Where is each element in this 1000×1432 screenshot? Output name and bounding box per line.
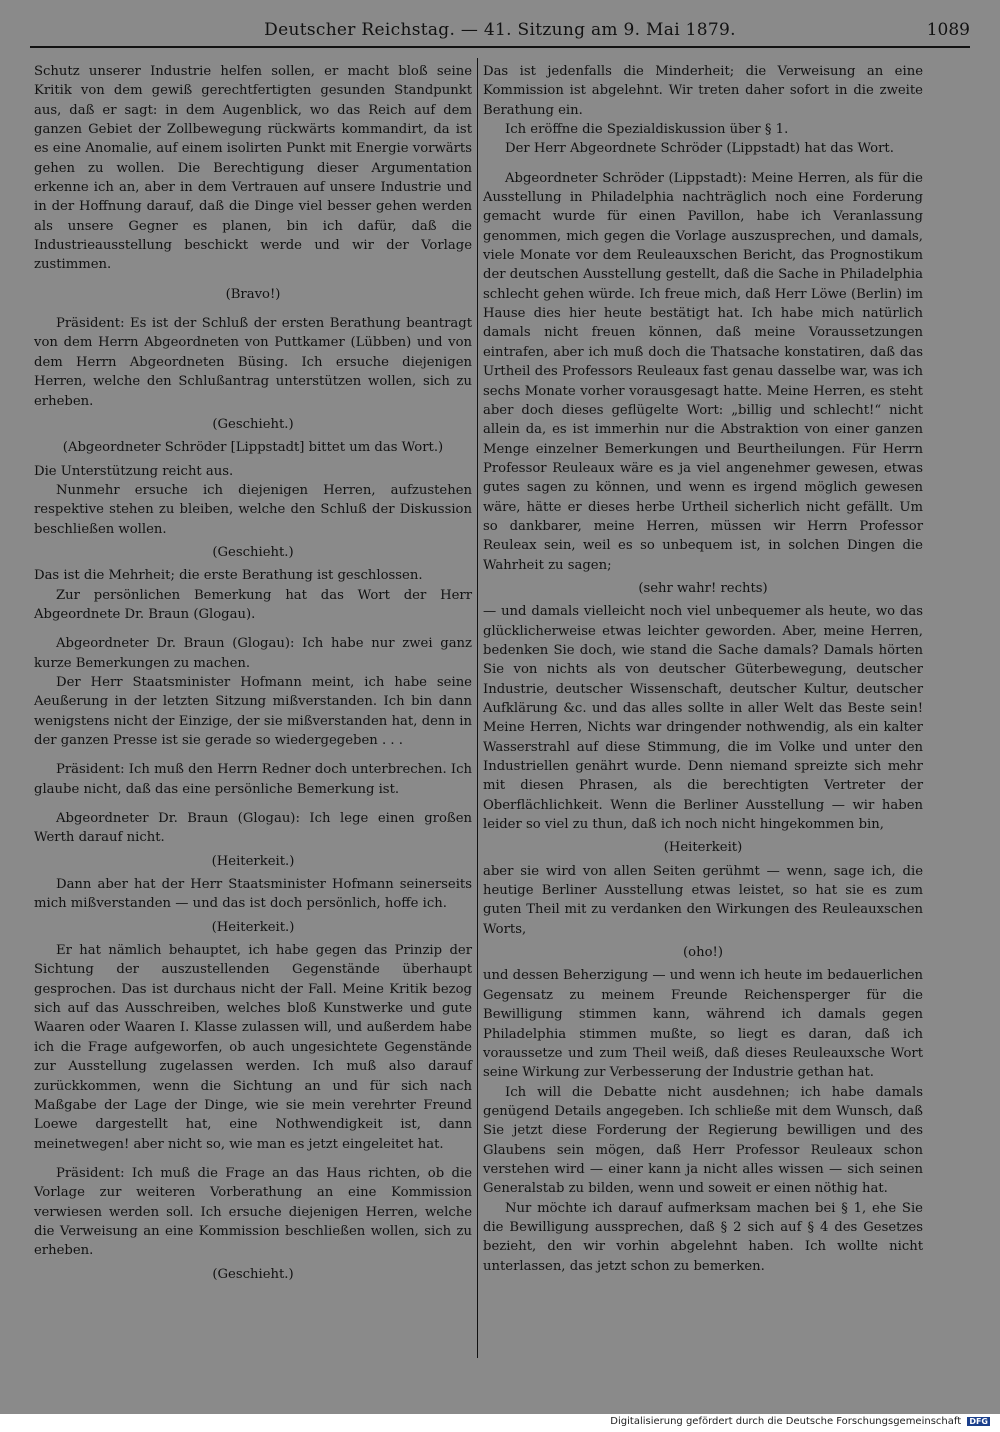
- paragraph: Nur möchte ich darauf aufmerksam machen bei § 1, ehe Sie die Bewilligung aussprechen, daß § 2 sich auf § 4 des Gesetzes bezieht, den wir vorhin abgelehnt haben. Ich wollte nicht unterlassen, das jetzt schon zu bemerken.: [483, 1200, 923, 1274]
- paragraph: Die Unterstützung reicht aus.: [34, 463, 234, 479]
- interjection: (Heiterkeit.): [211, 919, 295, 935]
- interjection: (Heiterkeit): [663, 840, 743, 856]
- paragraph: Der Herr Staatsminister Hofmann meint, ich habe seine Aeußerung in der letzten Sitzung mißverstanden. Ich bin dann wenigstens nicht der Einzige, der sie mißverstanden hat, denn in der ganzen Presse ist sie gerade so wiedergegeben . . .: [34, 674, 472, 748]
- paragraph: Das ist jedenfalls die Minderheit; die Verweisung an eine Kommission ist abgelehnt. Wir treten daher sofort in die zweite Berathung ein.: [483, 64, 923, 118]
- speaker-paragraph: Präsident: Ich muß die Frage an das Haus richten, ob die Vorlage zur weiteren Vorberathung an eine Kommission verwiesen werden soll. Ich ersuche diejenigen Herren, welche die Verweisung an eine Kommission beschließen wollen, sich zu erheben.: [34, 1165, 472, 1259]
- paragraph: Der Herr Abgeordnete Schröder (Lippstadt) hat das Wort.: [505, 141, 894, 157]
- interjection: (Heiterkeit.): [211, 853, 295, 869]
- paragraph: Ich eröffne die Spezialdiskussion über § 1.: [505, 122, 789, 138]
- paragraph: Ich will die Debatte nicht ausdehnen; ich habe damals genügend Details angegeben. Ich schließe mit dem Wunsch, daß Sie jetzt diese Forderung der Regierung bewilligen und des Glaubens sein mögen, daß Herr Professor Reuleaux schon verstehen wird — einer kann ja nicht alles wissen — sich seinen Generalstab zu bilden, wenn und soweit er einen nöthig hat.: [483, 1084, 923, 1197]
- speaker-paragraph: Präsident: Ich muß den Herrn Redner doch unterbrechen. Ich glaube nicht, daß das eine persönliche Bemerkung ist.: [34, 762, 472, 797]
- interjection: (Bravo!): [225, 286, 281, 302]
- header-rule: [30, 46, 970, 48]
- interjection: (oho!): [683, 945, 723, 961]
- speaker-paragraph: Präsident: Es ist der Schluß der ersten Berathung beantragt von dem Herrn Abgeordneten von Puttkamer (Lübben) und von dem Herrn Abgeordneten Büsing. Ich ersuche diejenigen Herren, welche den Schlußantrag unterstützen wollen, sich zu erheben.: [34, 316, 472, 409]
- credit-text: Digitalisierung gefördert durch die Deutsche Forschungsgemeinschaft: [610, 1416, 962, 1427]
- dfg-logo: DFG: [969, 1417, 988, 1426]
- paragraph: Das ist die Mehrheit; die erste Berathung ist geschlossen.: [34, 568, 423, 584]
- page-header: [30, 18, 970, 48]
- interjection: (Geschieht.): [212, 1266, 294, 1282]
- column-divider: [477, 58, 478, 1358]
- paragraph: Zur persönlichen Bemerkung hat das Wort der Herr Abgeordnete Dr. Braun (Glogau).: [34, 587, 472, 622]
- page-title: Deutscher Reichstag. — 41. Sitzung am 9. Mai 1879.: [264, 20, 736, 40]
- paragraph: — und damals vielleicht noch viel unbequemer als heute, wo das glücklicherweise etwas leichter geworden. Aber, meine Herren, bedenken Sie doch, wie stand die Sache damals? Damals hörten Sie von nichts als von deutscher Güterbewegung, deutscher Industrie, deutscher Wissenschaft, deutscher Kultur, deutscher Aufklärung &c. und das alles sollte in aller Welt das Beste sein! Meine Herren, Nichts war dringender nothwendig, als ein kalter Wasserstrahl auf diese Stimmung, die im Volke und unter den Industriellen genährt wurde. Denn niemand spreizte sich mehr mit diesen Phrasen, als die berechtigten Vertreter der Oberflächlichkeit. Wenn die Berliner Ausstellung — wir haben leider so viel zu thun, daß ich noch nicht hingekommen bin,: [483, 604, 923, 833]
- speaker-paragraph: Abgeordneter Dr. Braun (Glogau): Ich lege einen großen Werth darauf nicht.: [34, 811, 472, 846]
- paragraph: Er hat nämlich behauptet, ich habe gegen das Prinzip der Sichtung der auszustellenden Gegenstände überhaupt gesprochen. Das ist durchaus nicht der Fall. Meine Kritik bezog sich auf das Ausschreiben, welches bloß Kunstwerke und gute Waaren oder Waaren I. Klasse zulassen will, und außerdem habe ich die Frage aufgeworfen, ob auch ungesichtete Gegenstände zur Ausstellung zugelassen werden. Ich muß also darauf zurückkommen, wenn die Sichtung an und für sich nach Maßgabe der Lage der Dinge, wie sie mein verehrter Freund Loewe dargestellt hat, eine Nothwendigkeit ist, dann meinetwegen! aber nicht so, wie man es jetzt eingeleitet hat.: [34, 943, 472, 1152]
- digitization-credit: [610, 1416, 990, 1427]
- paragraph: Dann aber hat der Herr Staatsminister Hofmann seinerseits mich mißverstanden — und das ist doch persönlich, hoffe ich.: [34, 877, 472, 912]
- speaker-paragraph: Abgeordneter Dr. Braun (Glogau): Ich habe nur zwei ganz kurze Bemerkungen zu machen.: [34, 636, 472, 671]
- interjection: (sehr wahr! rechts): [638, 580, 768, 596]
- interjection: (Geschieht.): [212, 544, 294, 560]
- left-column: [34, 62, 472, 1284]
- interjection: (Geschieht.): [212, 416, 294, 432]
- paragraph: Schutz unserer Industrie helfen sollen, er macht bloß seine Kritik von dem gewiß gerechtfertigten gesunden Standpunkt aus, daß er sagt: in dem Augenblick, wo das Reich auf dem ganzen Gebiet der Zollbewegung rückwärts kommandirt, da ist es eine Anomalie, auf einem isolirten Punkt mit Energie vorwärts gehen zu wollen. Die Berechtigung dieser Argumentation erkenne ich an, aber in dem Vertrauen auf unsere Industrie und in der Hoffnung darauf, daß die Dinge viel besser gehen werden als unsere Gegner es planen, bin ich dafür, daß die Industrieausstellung beschickt werde und wir der Vorlage zustimmen.: [34, 64, 472, 273]
- paragraph: aber sie wird von allen Seiten gerühmt — wenn, sage ich, die heutige Berliner Ausstellung etwas leistet, so hat sie es zum guten Theil mit zu verdanken den Wirkungen des Reuleauxschen Worts,: [483, 863, 923, 937]
- speaker-paragraph: Abgeordneter Schröder (Lippstadt): Meine Herren, als für die Ausstellung in Philadelphia nachträglich noch eine Forderung gemacht wurde für einen Pavillon, habe ich Veranlassung genommen, mich gegen die Vorlage auszusprechen, und damals, viele Monate vor dem Reuleauxschen Bericht, das Prognostikum der deutschen Ausstellung gestellt, daß die Sache in Philadelphia schlecht gehen würde. Ich freue mich, daß Herr Löwe (Berlin) im Hause dies hier heute bestätigt hat. Ich habe mich natürlich damals nicht freuen können, daß meine Voraussetzungen eintrafen, aber ich muß doch die Thatsache konstatiren, daß das Urtheil des Professors Reuleaux fast genau dasselbe war, was ich sechs Monate vorher vorausgesagt hatte. Meine Herren, es steht aber doch dieses geflügelte Wort: „billig und schlecht!“ nicht allein da, es ist immerhin nur die Abstraktion von einer ganzen Menge einzelner Bemerkungen und Beurtheilungen. Für Herrn Professor Reuleaux wäre es ja viel angenehmer gewesen, etwas gutes sagen zu können, und wenn es irgend möglich gewesen wäre, hätte er dieses herbe Urtheil sicherlich nicht gefällt. Um so dankbarer, meine Herren, müssen wir Herrn Professor Reuleax sein, weil es so unbequem ist, in solchen Dingen die Wahrheit zu sagen;: [483, 170, 923, 573]
- interjection: (Abgeordneter Schröder [Lippstadt] bittet um das Wort.): [62, 440, 444, 456]
- right-column: [483, 62, 923, 1276]
- paragraph: und dessen Beherzigung — und wenn ich heute im bedauerlichen Gegensatz zu meinem Freunde Reichensperger für die Bewilligung stimmen kann, während ich damals gegen Philadelphia stimmen mußte, so liegt es daran, daß ich voraussetze und zum Theil weiß, daß dieses Reuleauxsche Wort seine Wirkung zur Verbesserung der Industrie gethan hat.: [483, 968, 923, 1081]
- paragraph: Nunmehr ersuche ich diejenigen Herren, aufzustehen respektive stehen zu bleiben, welche den Schluß der Diskussion beschließen wollen.: [34, 482, 472, 537]
- page-number: 1089: [926, 20, 970, 40]
